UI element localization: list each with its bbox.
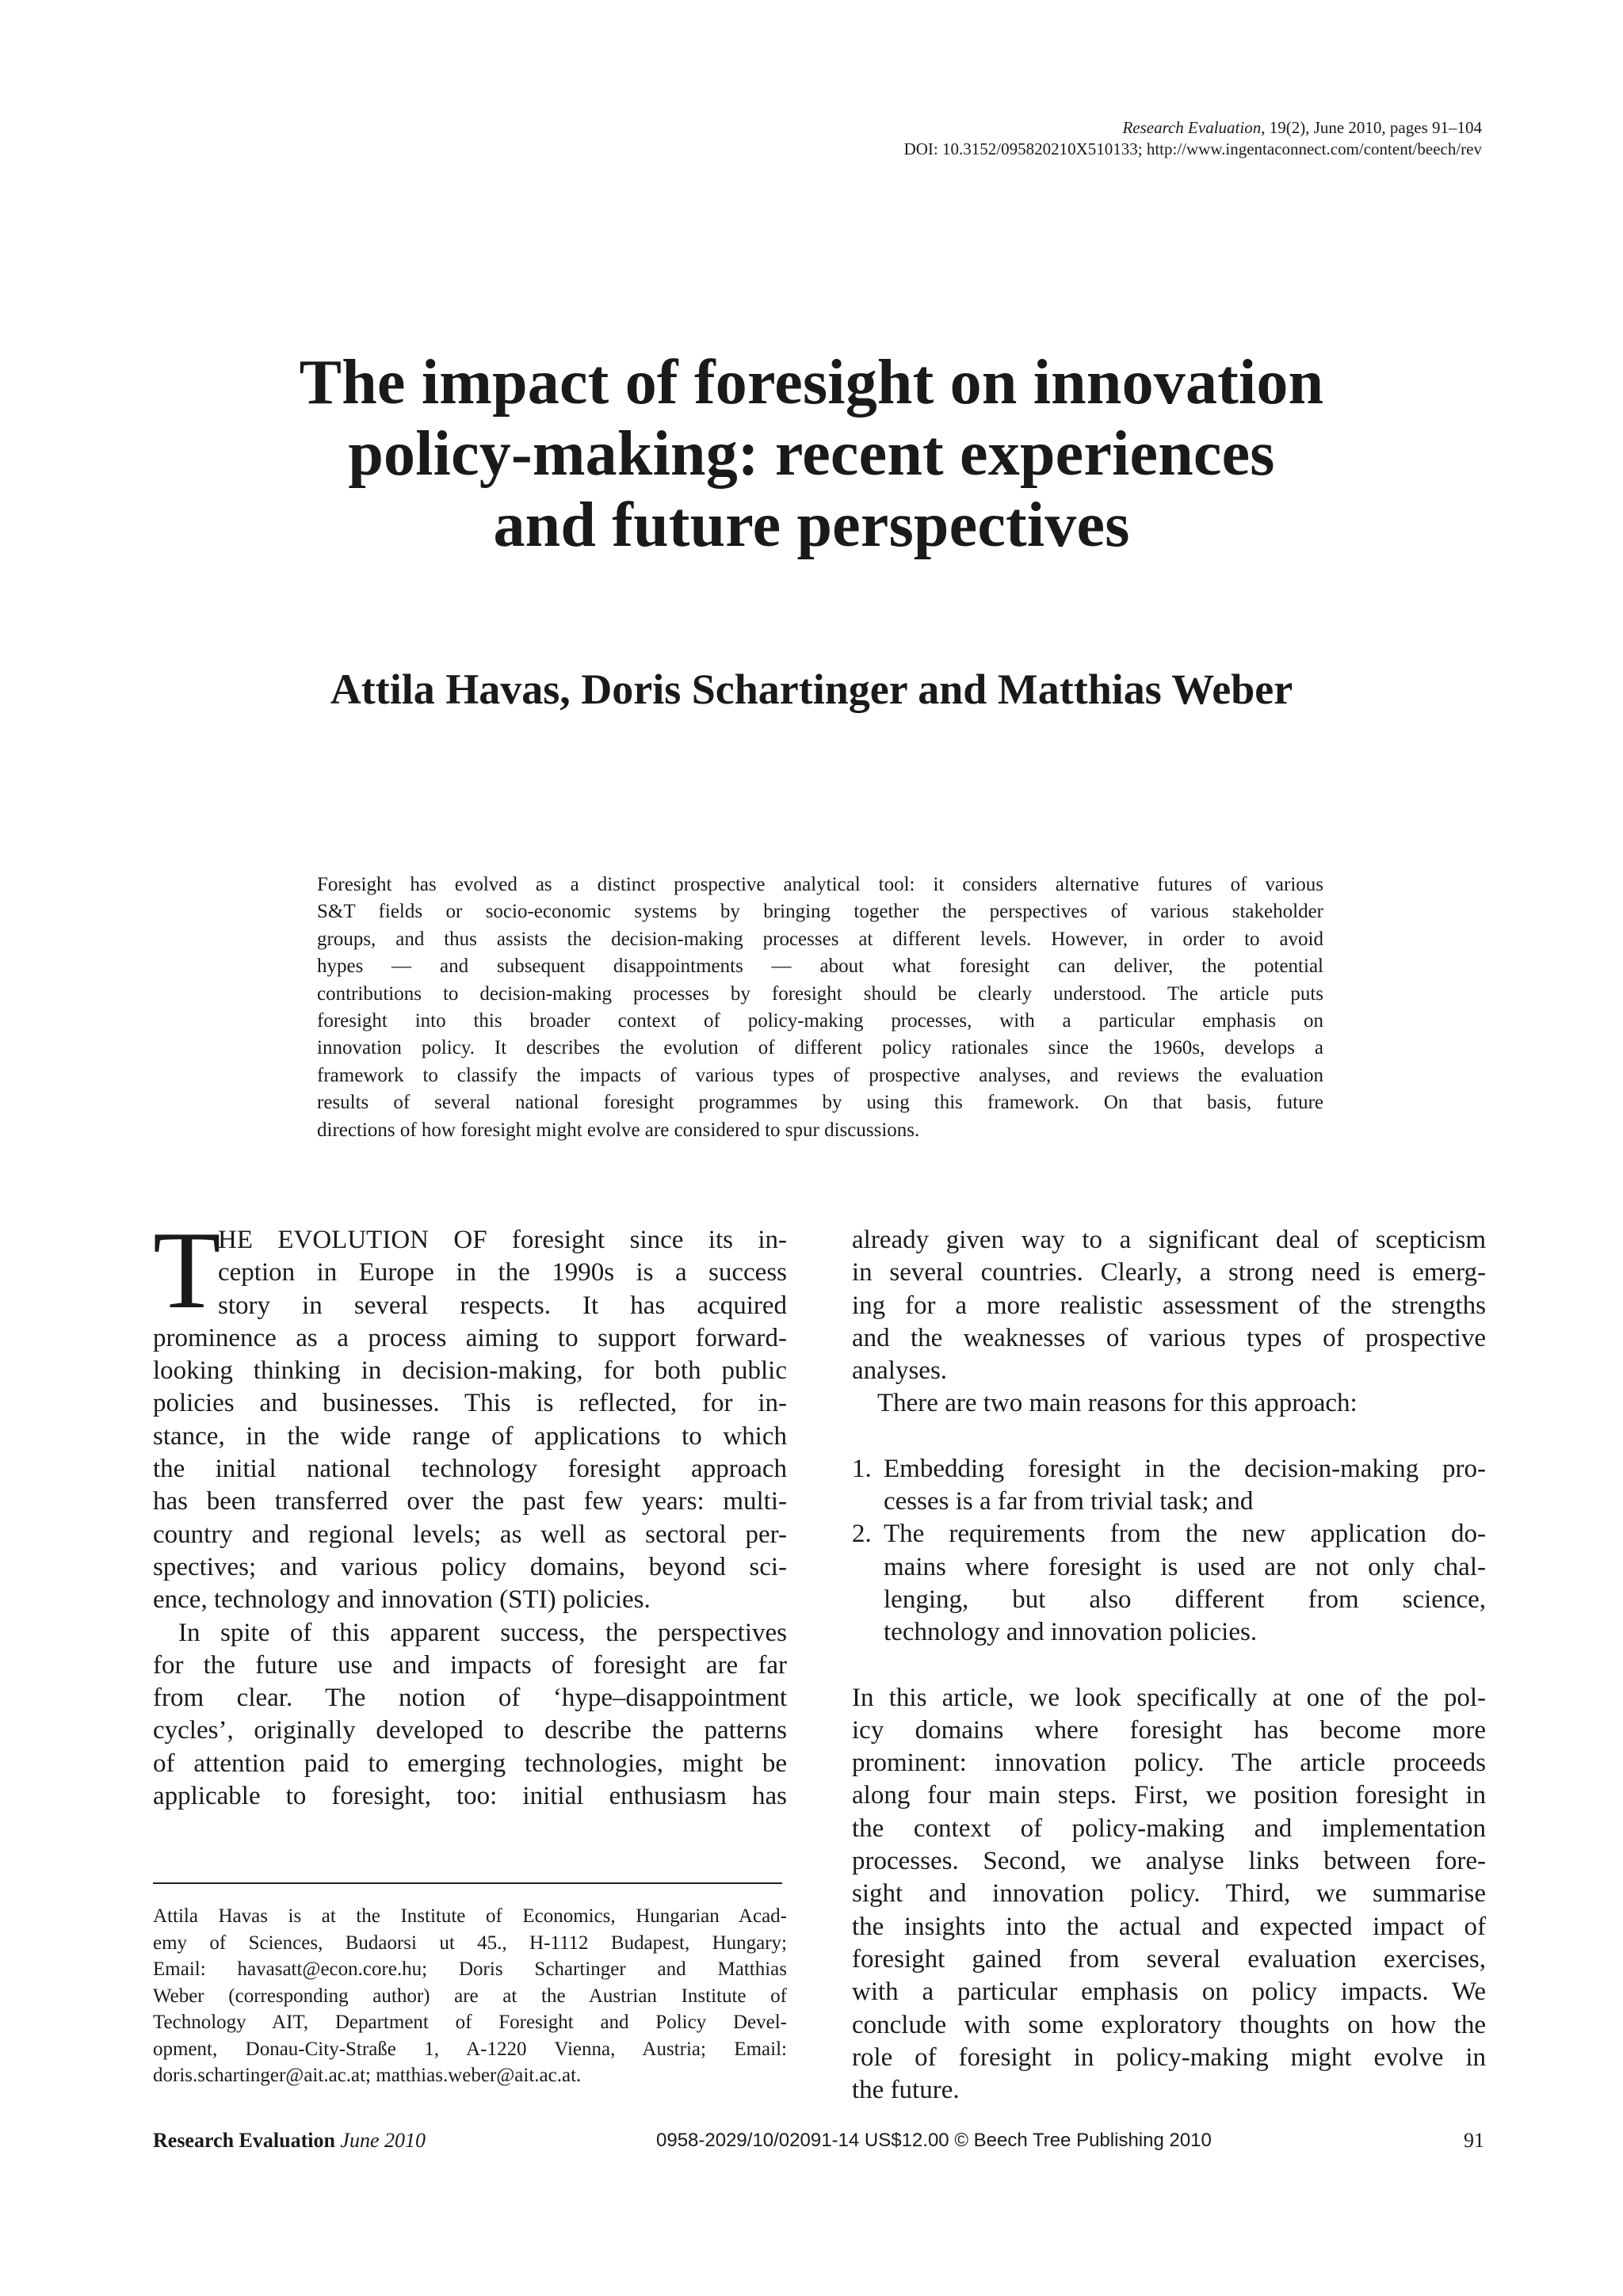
body-column-right bbox=[852, 1224, 1486, 2107]
abstract-line: framework to classify the impacts of various types of prospective analyses, and reviews the evaluation bbox=[317, 1064, 1323, 1086]
list-item bbox=[852, 1518, 1486, 1649]
page-number: 91 bbox=[1464, 2129, 1484, 2152]
body-line: processes. Second, we analyse links between fore- bbox=[852, 1847, 1486, 1876]
footer-journal bbox=[153, 2127, 426, 2154]
article-title bbox=[158, 347, 1465, 561]
body-line: Embedding foresight in the decision-making pro- bbox=[884, 1454, 1486, 1483]
abstract bbox=[317, 871, 1323, 1144]
body-line: prominent: innovation policy. The article proceeds bbox=[852, 1749, 1486, 1778]
title-line: and future perspectives bbox=[493, 490, 1130, 560]
body-line: spectives; and various policy domains, beyond sci- bbox=[153, 1552, 787, 1581]
body-line: In this article, we look specifically at one of the pol- bbox=[852, 1683, 1486, 1712]
body-line: from clear. The notion of ‘hype–disappointment bbox=[153, 1684, 787, 1713]
page-footer bbox=[153, 2127, 1484, 2154]
body-line: cycles’, originally developed to describe the patterns bbox=[153, 1716, 787, 1745]
body-line: along four main steps. First, we position foresight in bbox=[852, 1781, 1486, 1810]
body-line: country and regional levels; as well as sectoral per- bbox=[153, 1520, 787, 1549]
body-line: ence, technology and innovation (STI) policies. bbox=[153, 1585, 651, 1615]
doi-line: DOI: 10.3152/095820210X510133; http://www.ingentaconnect.com/content/beech/rev bbox=[903, 139, 1482, 158]
list-item bbox=[852, 1453, 1486, 1519]
body-line: foresight gained from several evaluation exercises, bbox=[852, 1944, 1486, 1974]
list-number: 1. bbox=[852, 1454, 872, 1483]
footer-issue: June 2010 bbox=[340, 2129, 426, 2152]
running-head bbox=[904, 117, 1482, 160]
citation-details: , 19(2), June 2010, pages 91–104 bbox=[1261, 118, 1482, 137]
title-line: policy-making: recent experiences bbox=[348, 419, 1275, 489]
body-line: The requirements from the new application do- bbox=[884, 1520, 1486, 1549]
abstract-line: hypes — and subsequent disappointments — about what foresight can deliver, the potential bbox=[317, 955, 1323, 978]
body-line: the future. bbox=[852, 2076, 960, 2105]
body-paragraph bbox=[852, 1682, 1486, 2107]
body-line: mains where foresight is used are not only chal- bbox=[884, 1552, 1486, 1581]
abstract-line: foresight into this broader context of policy-making processes, with a particular emphasis on bbox=[317, 1010, 1323, 1032]
body-line: the initial national technology foresight approach bbox=[153, 1455, 787, 1484]
body-line: applicable to foresight, too: initial enthusiasm has bbox=[153, 1782, 787, 1811]
body-line: technology and innovation policies. bbox=[884, 1618, 1258, 1647]
footnote-line: Weber (corresponding author) are at the Austrian Institute of bbox=[153, 1985, 787, 2007]
abstract-line: contributions to decision-making processes by foresight should be clearly understood. The article puts bbox=[317, 982, 1323, 1005]
body-line: in several countries. Clearly, a strong need is emerg- bbox=[852, 1258, 1486, 1287]
body-line: ception in Europe in the 1990s is a success bbox=[218, 1258, 787, 1287]
citation-line bbox=[904, 117, 1482, 139]
abstract-line: directions of how foresight might evolve are considered to spur discussions. bbox=[317, 1119, 920, 1141]
body-line: In spite of this apparent success, the perspectives bbox=[178, 1618, 787, 1647]
body-line: of attention paid to emerging technologies, might be bbox=[153, 1749, 787, 1778]
abstract-line: results of several national foresight programmes by using this framework. On that basis, future bbox=[317, 1092, 1323, 1114]
body-line: HE EVOLUTION OF foresight since its in- bbox=[218, 1226, 787, 1254]
body-paragraph bbox=[852, 1387, 1486, 1420]
body-line: stance, in the wide range of applications to which bbox=[153, 1421, 787, 1451]
footnote-line: Email: havasatt@econ.core.hu; Doris Schartinger and Matthias bbox=[153, 1958, 787, 1980]
footnote-line: opment, Donau-City-Straße 1, A-1220 Vienna, Austria; Email: bbox=[153, 2038, 787, 2060]
body-line: and the weaknesses of various types of prospective bbox=[852, 1323, 1486, 1352]
footnote-line: Technology AIT, Department of Foresight and Policy Devel- bbox=[153, 2012, 787, 2033]
abstract-line: groups, and thus assists the decision-making processes at different levels. However, in order to avoid bbox=[317, 928, 1323, 950]
footer-copyright: 0958-2029/10/02091-14 US$12.00 © Beech Tree Publishing 2010 bbox=[656, 2130, 1212, 2151]
body-line: looking thinking in decision-making, for both public bbox=[153, 1356, 787, 1386]
numbered-list bbox=[852, 1453, 1486, 1650]
title-line: The impact of foresight on innovation bbox=[299, 348, 1324, 418]
list-number: 2. bbox=[852, 1520, 872, 1549]
body-line: the context of policy-making and implementation bbox=[852, 1814, 1486, 1843]
body-line: ing for a more realistic assessment of the strengths bbox=[852, 1291, 1486, 1320]
body-paragraph bbox=[153, 1617, 787, 1814]
body-paragraph bbox=[852, 1224, 1486, 1387]
body-line: conclude with some exploratory thoughts on how the bbox=[852, 2010, 1486, 2039]
author-affiliation-footnote bbox=[153, 1903, 787, 2089]
footer-journal-name: Research Evaluation bbox=[153, 2129, 335, 2152]
abstract-line: innovation policy. It describes the evolution of different policy rationales since the 1960s, develops a bbox=[317, 1037, 1323, 1059]
body-line: sight and innovation policy. Third, we summarise bbox=[852, 1879, 1486, 1909]
footnote-line: Attila Havas is at the Institute of Economics, Hungarian Acad- bbox=[153, 1905, 787, 1927]
drop-cap: T bbox=[153, 1209, 221, 1332]
footnote-divider bbox=[153, 1882, 782, 1884]
body-line: for the future use and impacts of foresight are far bbox=[153, 1650, 787, 1680]
body-line: has been transferred over the past few years: multi- bbox=[153, 1487, 787, 1516]
body-line: policies and businesses. This is reflected, for in- bbox=[153, 1389, 787, 1418]
body-line: prominence as a process aiming to support forward- bbox=[153, 1323, 787, 1352]
spacer bbox=[852, 1421, 1486, 1453]
footnote-line: emy of Sciences, Budaorsi ut 45., H-1112 Budapest, Hungary; bbox=[153, 1932, 787, 1954]
abstract-line: Foresight has evolved as a distinct prospective analytical tool: it considers alternative futures of various bbox=[317, 874, 1323, 895]
journal-name: Research Evaluation bbox=[1122, 118, 1262, 137]
body-line: There are two main reasons for this approach: bbox=[877, 1389, 1358, 1418]
body-line: story in several respects. It has acquired bbox=[218, 1291, 787, 1320]
body-line: already given way to a significant deal of scepticism bbox=[852, 1226, 1486, 1254]
author-list: Attila Havas, Doris Schartinger and Matthias Weber bbox=[330, 666, 1293, 713]
body-line: cesses is a far from trivial task; and bbox=[884, 1487, 1254, 1516]
body-line: lenging, but also different from science, bbox=[884, 1585, 1486, 1614]
body-line: icy domains where foresight has become more bbox=[852, 1715, 1486, 1745]
footnote-line: doris.schartinger@ait.ac.at; matthias.weber@ait.ac.at. bbox=[153, 2065, 582, 2086]
spacer bbox=[852, 1650, 1486, 1682]
body-line: analyses. bbox=[852, 1356, 948, 1386]
body-line: with a particular emphasis on policy impacts. We bbox=[852, 1978, 1486, 2007]
body-line: role of foresight in policy-making might evolve in bbox=[852, 2042, 1486, 2072]
body-line: the insights into the actual and expected impact of bbox=[852, 1912, 1486, 1941]
intro-paragraph bbox=[153, 1209, 787, 1617]
abstract-line: S&T fields or socio-economic systems by bringing together the perspectives of various stakeholder bbox=[317, 901, 1323, 923]
body-column-left bbox=[153, 1209, 787, 1813]
